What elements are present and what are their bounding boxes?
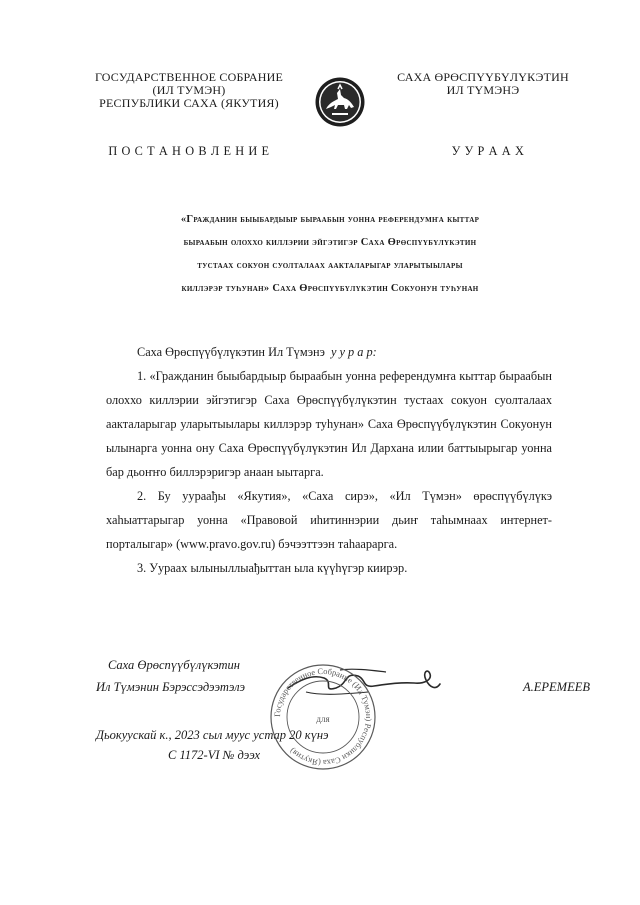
title-line3: тустаах сокуон суолталаах аакталарыгар уларытыылары bbox=[197, 260, 463, 271]
header-right-line1: САХА ӨРӨСПҮҮБҮЛҮКЭТИН bbox=[397, 70, 569, 84]
document-number: С 1172-VI № дээх bbox=[168, 748, 261, 762]
signer-position-line2: Ил Түмэнин Бэрэссэдээтэлэ bbox=[96, 680, 246, 694]
official-stamp bbox=[268, 662, 378, 772]
title-line2: быраабын олоххо киллэрии эйгэтигэр Саха Өрөспүүбүлүкэтин bbox=[183, 237, 477, 248]
item-2: 2. Бу уураађы «Якутия», «Саха сирэ», «Ил Түмэн» өрөспүүбүлүкэ хаһыаттарыгар уонна «Правовой иһитиннэрии дьиҥ таһымнаах интернет-порталыгар» (www.pravo.gov.ru) бэчээттээн таһаарарга. bbox=[106, 489, 552, 551]
signer-name: А.ЕРЕМЕЕВ bbox=[523, 680, 590, 694]
header-right bbox=[378, 71, 588, 97]
header-right-line2: ИЛ ТҮМЭНЭ bbox=[446, 83, 520, 97]
document-body bbox=[106, 340, 552, 580]
coat-of-arms-emblem bbox=[314, 76, 366, 128]
stamp-ring-text: Государственное Собрание (Ил Тумэн) Республики Саха (Якутия) bbox=[272, 666, 374, 768]
doc-type-right: У У Р А А Х bbox=[451, 144, 525, 158]
stamp-center-text: для bbox=[316, 714, 330, 724]
title-line4: киллэрэр туһунан» Саха Өрөспүүбүлүкэтин Сокуонун туһунан bbox=[181, 283, 479, 294]
title-line1: «Гражданин быыбардыыр быраабын уонна референдумҥа кыттар bbox=[180, 214, 480, 225]
preamble-text: Саха Өрөспүүбүлүкэтин Ил Түмэнэ bbox=[137, 345, 325, 359]
header-left-line2: (ИЛ ТУМЭН) bbox=[152, 83, 226, 97]
place-date: Дьокуускай к., 2023 сыл муус устар 20 күнэ bbox=[96, 728, 329, 742]
header-left bbox=[84, 71, 294, 110]
doc-type-left: П О С Т А Н О В Л Е Н И Е bbox=[108, 144, 270, 158]
header-left-line3: РЕСПУБЛИКИ САХА (ЯКУТИЯ) bbox=[99, 96, 279, 110]
item-1: 1. «Гражданин быыбардыыр быраабын уонна референдумҥа кыттар быраабын олоххо киллэрии эйгэтигэр Саха Өрөспүүбүлүкэтин тустаах сокуон суолталаах аакталарыгар уларытыылары киллэрэр туһунан» Саха Өрөспүүбүлүкэтин Сокуонун ылынарга уонна ону Саха Өрөспүүбүлүкэтин Ил Дархана илии баттыырыгар уонна бар дьоҥҥо биллэрэригэр анаан ыытарга. bbox=[106, 369, 552, 479]
preamble bbox=[106, 340, 552, 364]
signer-position-line1: Саха Өрөспүүбүлүкэтин bbox=[108, 658, 241, 672]
preamble-verb: у у р а р: bbox=[330, 345, 377, 359]
header-left-line1: ГОСУДАРСТВЕННОЕ СОБРАНИЕ bbox=[94, 70, 284, 84]
item-3: 3. Уураах ылыныллыађыттан ыла күүһүгэр киирэр. bbox=[137, 561, 408, 575]
